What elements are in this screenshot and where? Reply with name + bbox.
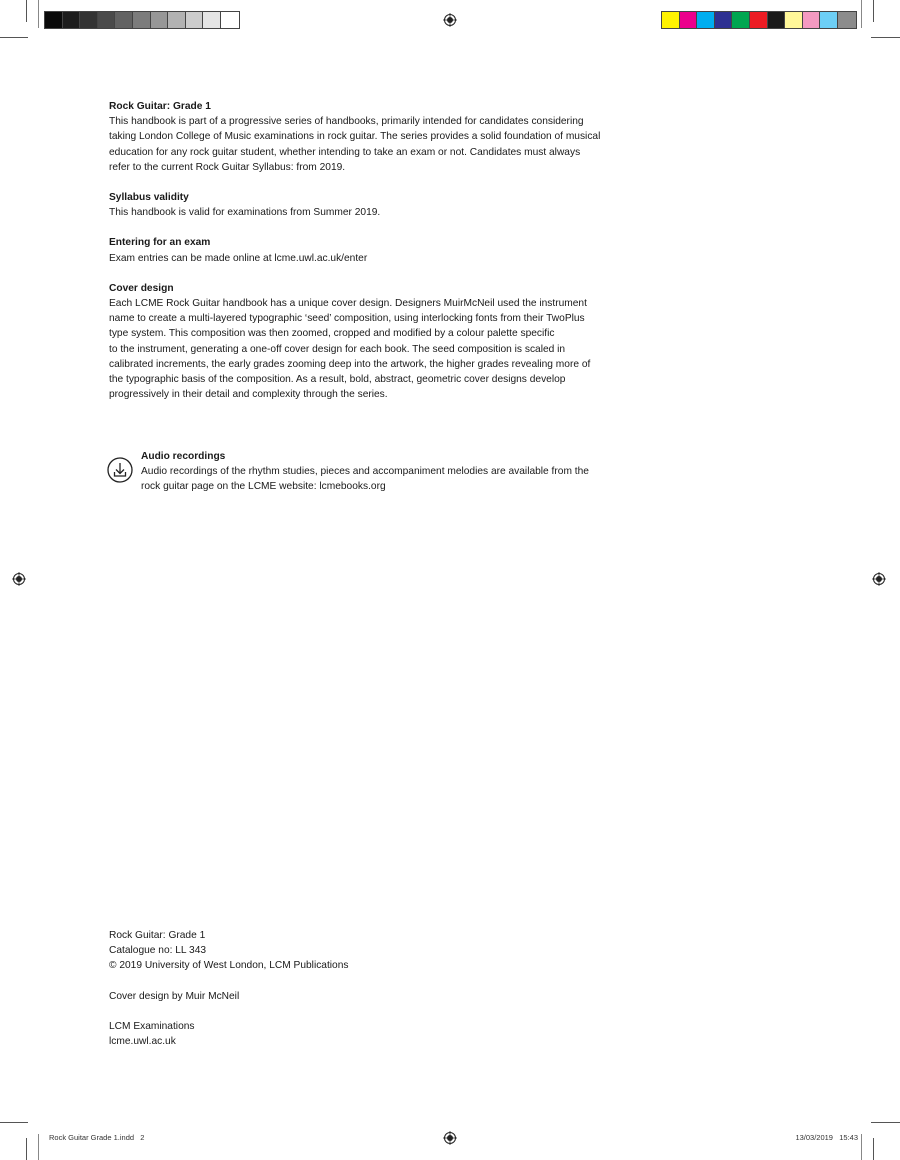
audio-line: rock guitar page on the LCME website: lcmebooks.org [141,481,386,493]
section-line: This handbook is valid for examinations from Summer 2019. [109,207,381,219]
section-line: Exam entries can be made online at lcme.uwl.ac.uk/enter [109,252,368,264]
color-swatch [221,12,239,28]
section-line: This handbook is part of a progressive series of handbooks, primarily intended for candidates considering [109,116,584,128]
color-swatch [80,12,98,28]
catalogue-number: Catalogue no: LL 343 [109,945,207,957]
handbook-info [109,99,619,417]
color-swatch [662,12,680,28]
crop-mark [861,1134,862,1160]
crop-mark [38,0,39,28]
section-cover-design [109,281,619,403]
registration-mark-icon [443,13,457,27]
imprint [109,928,509,1049]
section-line: name to create a multi-layered typographic ‘seed’ composition, using interlocking fonts from their TwoPlus [109,313,585,325]
publisher-url: lcme.uwl.ac.uk [109,1036,176,1048]
crop-mark [26,0,27,22]
audio-line: Audio recordings of the rhythm studies, pieces and accompaniment melodies are available from the [141,466,589,478]
crop-mark [871,37,900,38]
color-swatch [838,12,856,28]
section-line: type system. This composition was then zoomed, cropped and modified by a colour palette specific [109,328,555,340]
section-heading: Cover design [109,282,174,294]
crop-mark [0,1122,28,1123]
color-swatch [697,12,715,28]
color-swatch [151,12,169,28]
cover-credit: Cover design by Muir McNeil [109,990,240,1002]
section-heading: Entering for an exam [109,237,211,249]
section-line: Each LCME Rock Guitar handbook has a unique cover design. Designers MuirMcNeil used the instrument [109,298,587,310]
process-color-bar [661,11,857,29]
crop-mark [26,1138,27,1160]
section-syllabus-validity [109,190,619,220]
color-swatch [45,12,63,28]
publisher-name: LCM Examinations [109,1020,195,1032]
registration-mark-icon [12,572,26,586]
section-line: the typographic basis of the composition. As a result, bold, abstract, geometric cover designs develop [109,374,566,386]
color-swatch [732,12,750,28]
color-swatch [98,12,116,28]
slug-timestamp: 13/03/2019 15:43 [795,1133,858,1142]
color-swatch [186,12,204,28]
audio-heading: Audio recordings [141,451,226,462]
section-line: education for any rock guitar student, whether intending to take an exam or not. Candidates must always [109,146,581,158]
color-swatch [803,12,821,28]
section-line: refer to the current Rock Guitar Syllabus: from 2019. [109,161,346,173]
section-heading: Rock Guitar: Grade 1 [109,101,211,112]
crop-mark [873,1138,874,1160]
section-line: taking London College of Music examinations in rock guitar. The series provides a solid foundation of musical [109,131,601,143]
crop-mark [38,1134,39,1160]
section-line: calibrated increments, the early grades zooming deep into the artwork, the higher grades revealing more of [109,358,591,370]
color-swatch [820,12,838,28]
color-swatch [203,12,221,28]
slug-filename: Rock Guitar Grade 1.indd 2 [49,1133,145,1142]
color-swatch [168,12,186,28]
copyright: © 2019 University of West London, LCM Publications [109,960,349,972]
color-swatch [680,12,698,28]
audio-text [141,449,611,495]
crop-mark [871,1122,900,1123]
section-line: progressively in their detail and complexity through the series. [109,389,388,401]
color-swatch [750,12,768,28]
section-entering-exam [109,235,619,265]
color-swatch [768,12,786,28]
crop-mark [861,0,862,28]
color-swatch [133,12,151,28]
crop-mark [873,0,874,22]
registration-mark-icon [872,572,886,586]
color-swatch [785,12,803,28]
section-line: to the instrument, generating a one-off cover design for each book. The seed composition is scaled in [109,343,566,355]
color-swatch [115,12,133,28]
section-rock-guitar [109,99,619,175]
registration-mark-icon [443,1131,457,1145]
imprint-title: Rock Guitar: Grade 1 [109,930,206,941]
crop-mark [0,37,28,38]
color-swatch [715,12,733,28]
download-icon [107,457,133,483]
grayscale-color-bar [44,11,240,29]
section-heading: Syllabus validity [109,192,189,204]
color-swatch [63,12,81,28]
